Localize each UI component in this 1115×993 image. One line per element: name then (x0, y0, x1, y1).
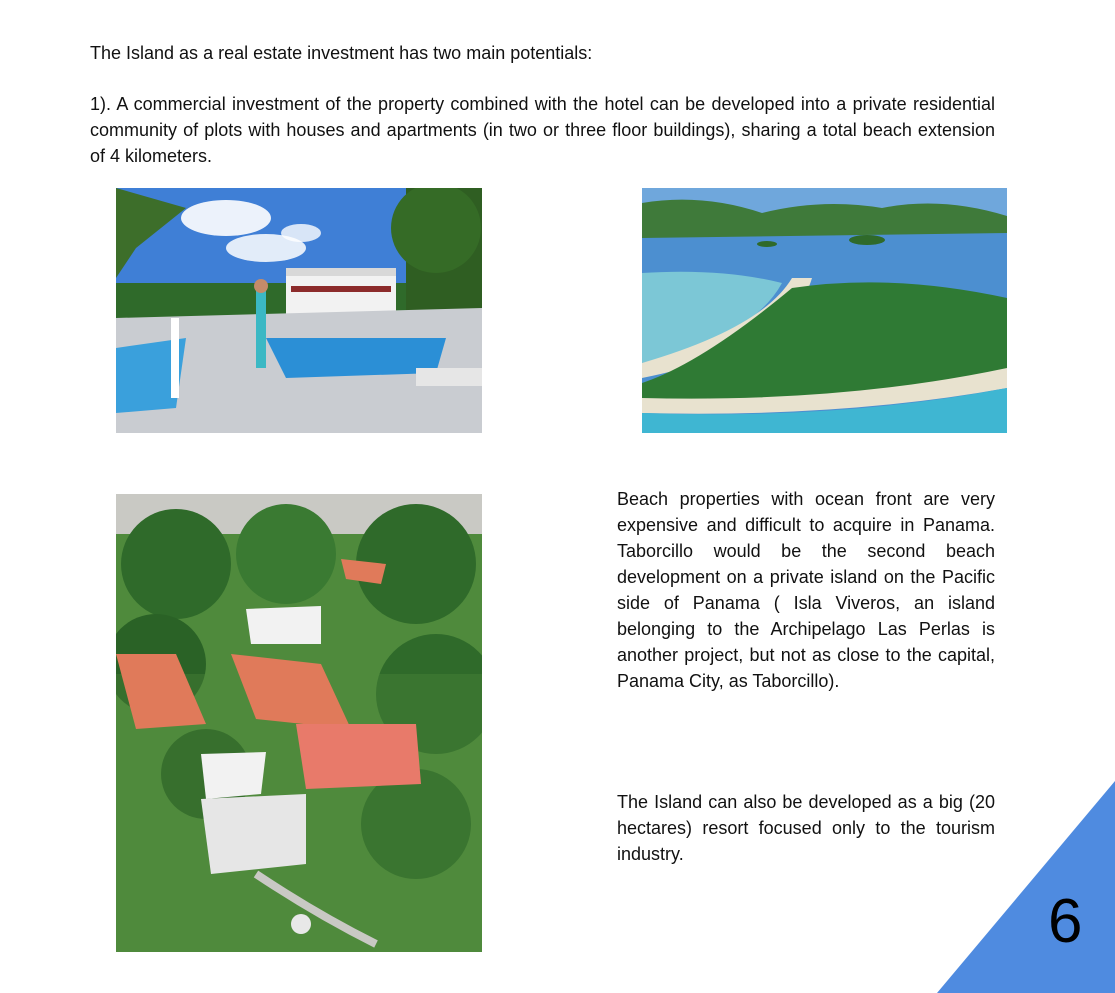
resort-paragraph: The Island can also be developed as a big (20 hectares) resort focused only to the tourism industry. (617, 792, 995, 864)
page-number: 6 (1048, 887, 1083, 956)
point-1-text: 1). A commercial investment of the property combined with the hotel can be developed into a private residential community of plots with houses and apartments (in two or three floor buildings), sharing a total beach extension of 4 kilometers. (90, 94, 995, 166)
island-aerial-photo (642, 188, 1007, 433)
beach-properties-paragraph: Beach properties with ocean front are very expensive and difficult to acquire in Panama. Taborcillo would be the second beach development on a private island on the Pacific side of Panama ( Isla Viveros, an island belonging to the Archipelago Las Perlas is another project, but not as close to the capital, Panama City, as Taborcillo). (617, 489, 995, 691)
resort-aerial-photo (116, 494, 482, 952)
hotel-pool-photo (116, 188, 482, 433)
corner-accent-triangle (937, 781, 1115, 993)
intro-text: The Island as a real estate investment has two main potentials: (90, 43, 593, 63)
